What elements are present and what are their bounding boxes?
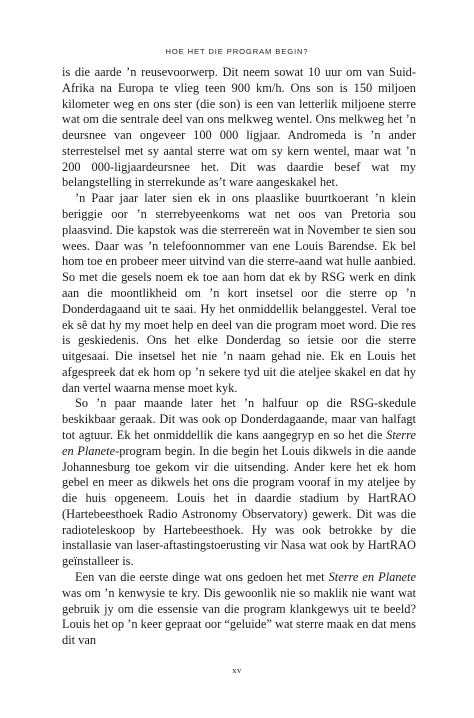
paragraph-3 xyxy=(62,396,416,570)
program-title: Sterre en Planete xyxy=(62,427,416,458)
running-head: HOE HET DIE PROGRAM BEGIN? xyxy=(165,47,309,56)
page-number: xv xyxy=(232,665,242,675)
program-title: Sterre en Planete xyxy=(328,570,416,584)
paragraph-3-text-after: -program begin. In die begin het Louis dikwels in die aande Johannesburg toe gekom vir die uitsending. Ander kere het ek hom gebel en meer as dikwels het ons die program vooraf in my ateljee by die huis opgeneem. Louis het in daardie stadium by HartRAO (Hartebeesthoek Radio Astronomy Observatory) gewerk. Dit was die radioteleskoop by Hartebeesthoek. Hy was ook betrokke by die installasie van laser-aftastingstoerusting vir Nasa wat ook by HartRAO geïnstalleer is. xyxy=(62,443,417,569)
paragraph-4-text-after: was om ’n kenwysie te kry. Dis gewoonlik nie so maklik nie want wat gebruik jy om die essensie van die program klankgewys uit te beeld? Louis het op ’n keer gepraat oor “geluide” wat sterre maak en dat mens dit van xyxy=(62,585,416,648)
paragraph-4-text-before: Een van die eerste dinge wat ons gedoen het met xyxy=(75,570,329,584)
paragraph-3-text-before: So ’n paar maande later het ’n halfuur op die RSG-skedule beskikbaar geraak. Dit was ook op Donderdagaande, maar van halfagt tot agtuur. Ek het onmiddellik die kans aangegryp en so het die xyxy=(62,396,416,442)
paragraph-4 xyxy=(62,570,416,649)
paragraph-2: ’n Paar jaar later sien ek in ons plaaslike buurtkoerant ’n klein beriggie oor ’n sterrebyeenkoms wat net oos van Pretoria sou plaasvind. Die kapstok was die sterrereën wat in November te sien sou wees. Daar was ’n telefoonnommer van ene Louis Barendse. Ek bel hom toe en probeer meer uitvind van die sterre-aand wat hulle aanbied. So met die gesels noem ek toe aan hom dat ek by RSG werk en dink aan die moontlikheid om ’n kort insetsel oor die sterre op ’n Donderdagaand uit te saai. Hy het onmiddellik belanggestel. Veral toe ek sê dat hy my moet help en deel van die program moet word. Die res is geskiedenis. Ons het elke Donderdag so ietsie oor die sterre uitgesaai. Die insetsel het nie ’n naam gehad nie. Ek en Louis het afgespreek dat ek hom op ’n sekere tyd uit die ateljee skakel en dat hy dan vertel waarna mense moet kyk. xyxy=(62,191,416,395)
paragraph-1: is die aarde ’n reusevoorwerp. Dit neem sowat 10 uur om van Suid-Afrika na Europa te vlieg teen 900 km/h. Ons son is 150 miljoen kilometer weg en ons ster (die son) is een van letterlik miljoene sterre wat om die sentrale deel van ons melkweg wentel. Ons melkweg het ’n deursnee van ongeveer 100 000 ligjaar. Andromeda is ’n ander sterrestelsel met sy aantal sterre wat om sy kern wentel, maar wat ’n 200 000-ligjaardeursnee het. Dit was daardie besef wat my belangstelling in sterrekunde as’t ware aangeskakel het. xyxy=(62,65,416,190)
body-text xyxy=(62,65,416,649)
